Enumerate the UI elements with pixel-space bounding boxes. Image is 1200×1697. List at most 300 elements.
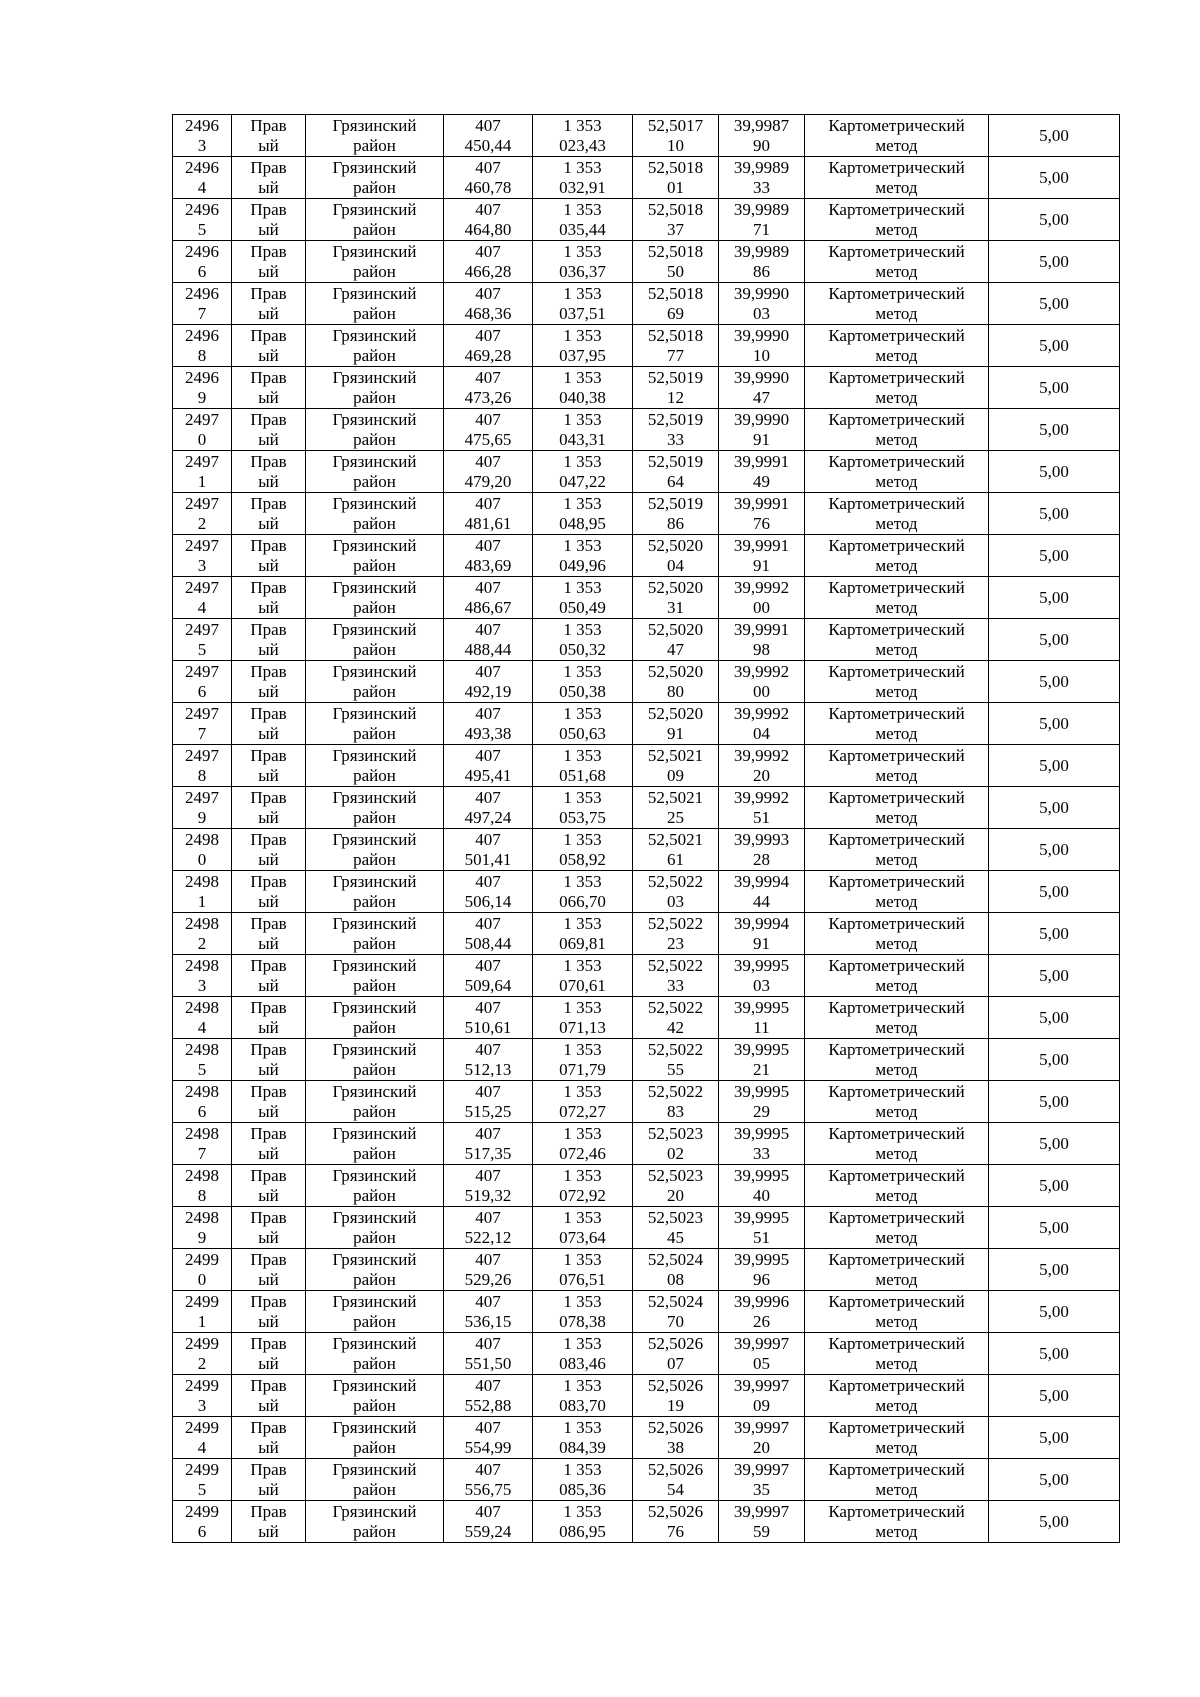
latitude-cell-line: 52,5024	[647, 1292, 704, 1311]
longitude-cell-line: 39,9991	[733, 494, 790, 513]
x-coordinate-cell-line: 551,50	[464, 1354, 512, 1373]
x-coordinate-cell-line: 407	[475, 1124, 501, 1143]
table-row	[173, 325, 1120, 367]
method-cell	[805, 1501, 989, 1543]
method-cell-line: Картометрический	[828, 746, 965, 765]
y-coordinate-cell-line: 1 353	[563, 704, 602, 723]
accuracy-cell: 5,00	[989, 115, 1120, 157]
longitude-cell-line: 39,9992	[733, 788, 790, 807]
point-number-cell	[173, 1207, 232, 1249]
side-cell-line: Прав	[250, 704, 287, 723]
latitude-cell-line: 83	[667, 1102, 684, 1121]
latitude-cell	[633, 1207, 719, 1249]
y-coordinate-cell	[533, 1039, 633, 1081]
latitude-cell	[633, 199, 719, 241]
method-cell	[805, 703, 989, 745]
longitude-cell-line: 39,9995	[733, 1124, 790, 1143]
point-number-cell-line: 3	[197, 1396, 207, 1415]
latitude-cell-line: 52,5022	[647, 872, 704, 891]
longitude-cell-line: 39,9989	[733, 242, 790, 261]
y-coordinate-cell-line: 050,63	[559, 724, 606, 743]
longitude-cell-line: 39,9997	[733, 1418, 790, 1437]
side-cell-line: Прав	[250, 1460, 287, 1479]
district-cell-line: Грязинский	[332, 830, 417, 849]
point-number-cell-line: 2498	[185, 1208, 219, 1227]
district-cell-line: Грязинский	[332, 620, 417, 639]
district-cell-line: район	[353, 1270, 396, 1289]
accuracy-cell: 5,00	[989, 787, 1120, 829]
x-coordinate-cell-line: 529,26	[464, 1270, 512, 1289]
method-cell-line: Картометрический	[828, 872, 965, 891]
longitude-cell-line: 51	[753, 1228, 770, 1247]
x-coordinate-cell-line: 407	[475, 830, 501, 849]
x-coordinate-cell-line: 552,88	[464, 1396, 512, 1415]
x-coordinate-cell	[444, 703, 533, 745]
point-number-cell-line: 9	[197, 808, 207, 827]
latitude-cell	[633, 283, 719, 325]
point-number-cell-line: 2499	[185, 1502, 219, 1521]
side-cell	[232, 1333, 306, 1375]
side-cell-line: Прав	[250, 872, 287, 891]
table-row	[173, 619, 1120, 661]
latitude-cell	[633, 367, 719, 409]
latitude-cell-line: 52,5018	[647, 158, 704, 177]
longitude-cell-line: 39,9989	[733, 200, 790, 219]
latitude-cell-line: 52,5020	[647, 704, 704, 723]
y-coordinate-cell-line: 069,81	[559, 934, 606, 953]
y-coordinate-cell-line: 037,95	[559, 346, 606, 365]
district-cell-line: Грязинский	[332, 872, 417, 891]
latitude-cell	[633, 1165, 719, 1207]
method-cell-line: Картометрический	[828, 452, 965, 471]
district-cell-line: район	[353, 1060, 396, 1079]
district-cell-line: Грязинский	[332, 1376, 417, 1395]
method-cell-line: Картометрический	[828, 494, 965, 513]
method-cell	[805, 1039, 989, 1081]
y-coordinate-cell	[533, 199, 633, 241]
y-coordinate-cell	[533, 283, 633, 325]
y-coordinate-cell-line: 047,22	[559, 472, 606, 491]
point-number-cell-line: 8	[197, 1186, 207, 1205]
longitude-cell	[719, 997, 805, 1039]
point-number-cell-line: 2498	[185, 830, 219, 849]
y-coordinate-cell-line: 1 353	[563, 1502, 602, 1521]
latitude-cell	[633, 1501, 719, 1543]
side-cell-line: Прав	[250, 1166, 287, 1185]
method-cell-line: метод	[875, 262, 918, 281]
method-cell-line: Картометрический	[828, 200, 965, 219]
latitude-cell-line: 33	[667, 430, 684, 449]
latitude-cell	[633, 451, 719, 493]
x-coordinate-cell-line: 407	[475, 158, 501, 177]
district-cell	[306, 325, 444, 367]
latitude-cell	[633, 325, 719, 367]
side-cell	[232, 871, 306, 913]
latitude-cell-line: 25	[667, 808, 684, 827]
x-coordinate-cell	[444, 787, 533, 829]
latitude-cell-line: 47	[667, 640, 684, 659]
table-row	[173, 1081, 1120, 1123]
longitude-cell-line: 90	[753, 136, 770, 155]
x-coordinate-cell	[444, 1123, 533, 1165]
y-coordinate-cell	[533, 409, 633, 451]
method-cell-line: Картометрический	[828, 914, 965, 933]
latitude-cell-line: 64	[667, 472, 684, 491]
side-cell-line: ый	[258, 892, 279, 911]
longitude-cell	[719, 535, 805, 577]
side-cell-line: Прав	[250, 578, 287, 597]
district-cell-line: район	[353, 598, 396, 617]
latitude-cell-line: 86	[667, 514, 684, 533]
side-cell-line: ый	[258, 850, 279, 869]
longitude-cell	[719, 1417, 805, 1459]
district-cell	[306, 1207, 444, 1249]
x-coordinate-cell-line: 486,67	[464, 598, 512, 617]
district-cell-line: район	[353, 472, 396, 491]
district-cell-line: Грязинский	[332, 200, 417, 219]
point-number-cell-line: 2498	[185, 998, 219, 1017]
district-cell	[306, 283, 444, 325]
x-coordinate-cell-line: 407	[475, 242, 501, 261]
table-row	[173, 1165, 1120, 1207]
point-number-cell	[173, 913, 232, 955]
accuracy-cell: 5,00	[989, 157, 1120, 199]
method-cell-line: метод	[875, 850, 918, 869]
point-number-cell	[173, 1165, 232, 1207]
district-cell	[306, 1417, 444, 1459]
y-coordinate-cell-line: 1 353	[563, 1292, 602, 1311]
side-cell-line: Прав	[250, 1502, 287, 1521]
latitude-cell-line: 76	[667, 1522, 684, 1541]
longitude-cell	[719, 409, 805, 451]
latitude-cell-line: 12	[667, 388, 684, 407]
x-coordinate-cell	[444, 913, 533, 955]
side-cell-line: ый	[258, 1522, 279, 1541]
district-cell	[306, 745, 444, 787]
y-coordinate-cell-line: 1 353	[563, 1208, 602, 1227]
y-coordinate-cell-line: 1 353	[563, 1124, 602, 1143]
accuracy-cell: 5,00	[989, 1123, 1120, 1165]
side-cell-line: ый	[258, 1312, 279, 1331]
y-coordinate-cell-line: 1 353	[563, 536, 602, 555]
latitude-cell-line: 31	[667, 598, 684, 617]
district-cell-line: район	[353, 766, 396, 785]
district-cell-line: район	[353, 1018, 396, 1037]
longitude-cell-line: 09	[753, 1396, 770, 1415]
longitude-cell	[719, 661, 805, 703]
side-cell-line: ый	[258, 556, 279, 575]
side-cell-line: Прав	[250, 1040, 287, 1059]
y-coordinate-cell	[533, 325, 633, 367]
district-cell-line: район	[353, 1186, 396, 1205]
point-number-cell-line: 2499	[185, 1292, 219, 1311]
y-coordinate-cell-line: 1 353	[563, 1040, 602, 1059]
point-number-cell-line: 4	[197, 1438, 207, 1457]
y-coordinate-cell-line: 1 353	[563, 242, 602, 261]
point-number-cell-line: 2	[197, 934, 207, 953]
y-coordinate-cell-line: 1 353	[563, 788, 602, 807]
side-cell-line: ый	[258, 346, 279, 365]
x-coordinate-cell-line: 501,41	[464, 850, 512, 869]
accuracy-cell: 5,00	[989, 1501, 1120, 1543]
y-coordinate-cell-line: 1 353	[563, 368, 602, 387]
side-cell	[232, 997, 306, 1039]
district-cell-line: район	[353, 934, 396, 953]
longitude-cell-line: 20	[753, 766, 770, 785]
point-number-cell-line: 2497	[185, 410, 219, 429]
longitude-cell	[719, 1333, 805, 1375]
accuracy-cell: 5,00	[989, 367, 1120, 409]
x-coordinate-cell-line: 450,44	[464, 136, 512, 155]
coordinates-table	[172, 114, 1120, 1543]
point-number-cell	[173, 661, 232, 703]
table-row	[173, 535, 1120, 577]
method-cell-line: метод	[875, 1186, 918, 1205]
table-row	[173, 661, 1120, 703]
x-coordinate-cell	[444, 745, 533, 787]
x-coordinate-cell-line: 407	[475, 1418, 501, 1437]
longitude-cell-line: 59	[753, 1522, 770, 1541]
y-coordinate-cell-line: 023,43	[559, 136, 606, 155]
y-coordinate-cell-line: 1 353	[563, 914, 602, 933]
x-coordinate-cell-line: 407	[475, 704, 501, 723]
table-row	[173, 199, 1120, 241]
longitude-cell-line: 26	[753, 1312, 770, 1331]
y-coordinate-cell	[533, 871, 633, 913]
x-coordinate-cell	[444, 1039, 533, 1081]
point-number-cell	[173, 199, 232, 241]
x-coordinate-cell	[444, 1417, 533, 1459]
table-row	[173, 1123, 1120, 1165]
x-coordinate-cell-line: 479,20	[464, 472, 512, 491]
side-cell-line: Прав	[250, 746, 287, 765]
table-row	[173, 451, 1120, 493]
longitude-cell	[719, 115, 805, 157]
method-cell-line: Картометрический	[828, 326, 965, 345]
method-cell	[805, 871, 989, 913]
method-cell-line: Картометрический	[828, 662, 965, 681]
longitude-cell-line: 04	[753, 724, 770, 743]
district-cell-line: Грязинский	[332, 326, 417, 345]
method-cell-line: Картометрический	[828, 1208, 965, 1227]
district-cell-line: район	[353, 808, 396, 827]
method-cell-line: метод	[875, 1144, 918, 1163]
latitude-cell-line: 54	[667, 1480, 684, 1499]
longitude-cell	[719, 871, 805, 913]
method-cell-line: метод	[875, 640, 918, 659]
x-coordinate-cell-line: 407	[475, 494, 501, 513]
method-cell	[805, 745, 989, 787]
x-coordinate-cell	[444, 1375, 533, 1417]
method-cell-line: Картометрический	[828, 1376, 965, 1395]
district-cell-line: Грязинский	[332, 998, 417, 1017]
accuracy-cell: 5,00	[989, 913, 1120, 955]
district-cell-line: район	[353, 430, 396, 449]
point-number-cell	[173, 325, 232, 367]
side-cell	[232, 115, 306, 157]
x-coordinate-cell-line: 407	[475, 1292, 501, 1311]
district-cell-line: район	[353, 850, 396, 869]
method-cell-line: метод	[875, 220, 918, 239]
longitude-cell	[719, 745, 805, 787]
side-cell	[232, 1123, 306, 1165]
side-cell-line: ый	[258, 304, 279, 323]
method-cell-line: метод	[875, 178, 918, 197]
longitude-cell-line: 39,9989	[733, 158, 790, 177]
side-cell-line: Прав	[250, 998, 287, 1017]
point-number-cell-line: 2499	[185, 1418, 219, 1437]
point-number-cell	[173, 367, 232, 409]
point-number-cell-line: 2496	[185, 368, 219, 387]
x-coordinate-cell-line: 495,41	[464, 766, 512, 785]
method-cell	[805, 115, 989, 157]
longitude-cell	[719, 283, 805, 325]
district-cell-line: Грязинский	[332, 914, 417, 933]
longitude-cell-line: 39,9990	[733, 410, 790, 429]
latitude-cell-line: 42	[667, 1018, 684, 1037]
method-cell-line: Картометрический	[828, 998, 965, 1017]
accuracy-cell: 5,00	[989, 1207, 1120, 1249]
y-coordinate-cell-line: 1 353	[563, 158, 602, 177]
point-number-cell	[173, 619, 232, 661]
district-cell	[306, 157, 444, 199]
table-row	[173, 787, 1120, 829]
latitude-cell	[633, 1249, 719, 1291]
point-number-cell	[173, 1333, 232, 1375]
latitude-cell-line: 80	[667, 682, 684, 701]
latitude-cell	[633, 1291, 719, 1333]
point-number-cell	[173, 1039, 232, 1081]
point-number-cell-line: 5	[197, 220, 207, 239]
x-coordinate-cell	[444, 997, 533, 1039]
latitude-cell-line: 52,5019	[647, 410, 704, 429]
district-cell-line: Грязинский	[332, 494, 417, 513]
district-cell-line: район	[353, 304, 396, 323]
method-cell-line: метод	[875, 1438, 918, 1457]
method-cell	[805, 199, 989, 241]
method-cell	[805, 619, 989, 661]
latitude-cell-line: 52,5024	[647, 1250, 704, 1269]
longitude-cell-line: 44	[753, 892, 770, 911]
y-coordinate-cell	[533, 997, 633, 1039]
y-coordinate-cell-line: 072,27	[559, 1102, 606, 1121]
method-cell-line: Картометрический	[828, 242, 965, 261]
table-row	[173, 1249, 1120, 1291]
latitude-cell-line: 52,5021	[647, 830, 704, 849]
method-cell	[805, 913, 989, 955]
district-cell	[306, 577, 444, 619]
longitude-cell	[719, 577, 805, 619]
method-cell-line: метод	[875, 1228, 918, 1247]
y-coordinate-cell-line: 073,64	[559, 1228, 606, 1247]
x-coordinate-cell	[444, 1249, 533, 1291]
longitude-cell-line: 39,9987	[733, 116, 790, 135]
method-cell-line: метод	[875, 136, 918, 155]
y-coordinate-cell-line: 058,92	[559, 850, 606, 869]
accuracy-cell: 5,00	[989, 661, 1120, 703]
side-cell-line: Прав	[250, 1334, 287, 1353]
side-cell	[232, 283, 306, 325]
x-coordinate-cell	[444, 241, 533, 283]
method-cell-line: метод	[875, 346, 918, 365]
method-cell-line: Картометрический	[828, 956, 965, 975]
latitude-cell-line: 20	[667, 1186, 684, 1205]
point-number-cell-line: 2499	[185, 1334, 219, 1353]
x-coordinate-cell-line: 468,36	[464, 304, 512, 323]
district-cell-line: район	[353, 1144, 396, 1163]
point-number-cell	[173, 241, 232, 283]
district-cell	[306, 1333, 444, 1375]
district-cell-line: район	[353, 1228, 396, 1247]
latitude-cell-line: 07	[667, 1354, 684, 1373]
district-cell-line: Грязинский	[332, 1166, 417, 1185]
y-coordinate-cell	[533, 1501, 633, 1543]
x-coordinate-cell-line: 497,24	[464, 808, 512, 827]
point-number-cell-line: 2497	[185, 620, 219, 639]
y-coordinate-cell-line: 1 353	[563, 1418, 602, 1437]
accuracy-cell: 5,00	[989, 703, 1120, 745]
district-cell	[306, 1081, 444, 1123]
method-cell-line: метод	[875, 304, 918, 323]
table-row	[173, 997, 1120, 1039]
longitude-cell-line: 39,9995	[733, 998, 790, 1017]
y-coordinate-cell	[533, 451, 633, 493]
latitude-cell	[633, 787, 719, 829]
latitude-cell-line: 52,5019	[647, 452, 704, 471]
accuracy-cell: 5,00	[989, 829, 1120, 871]
x-coordinate-cell-line: 469,28	[464, 346, 512, 365]
point-number-cell	[173, 1291, 232, 1333]
x-coordinate-cell-line: 407	[475, 1250, 501, 1269]
point-number-cell	[173, 745, 232, 787]
x-coordinate-cell-line: 515,25	[464, 1102, 512, 1121]
table-row	[173, 1375, 1120, 1417]
side-cell-line: Прав	[250, 452, 287, 471]
latitude-cell-line: 52,5018	[647, 200, 704, 219]
point-number-cell	[173, 1081, 232, 1123]
latitude-cell-line: 52,5019	[647, 494, 704, 513]
x-coordinate-cell	[444, 1207, 533, 1249]
longitude-cell-line: 03	[753, 976, 770, 995]
district-cell-line: Грязинский	[332, 242, 417, 261]
y-coordinate-cell	[533, 787, 633, 829]
y-coordinate-cell	[533, 535, 633, 577]
table-row	[173, 1333, 1120, 1375]
district-cell-line: Грязинский	[332, 662, 417, 681]
x-coordinate-cell	[444, 1459, 533, 1501]
accuracy-cell: 5,00	[989, 1459, 1120, 1501]
district-cell-line: район	[353, 892, 396, 911]
longitude-cell-line: 39,9992	[733, 704, 790, 723]
latitude-cell-line: 04	[667, 556, 684, 575]
x-coordinate-cell	[444, 577, 533, 619]
point-number-cell-line: 2496	[185, 326, 219, 345]
side-cell-line: ый	[258, 766, 279, 785]
district-cell	[306, 1039, 444, 1081]
y-coordinate-cell-line: 1 353	[563, 1166, 602, 1185]
latitude-cell-line: 03	[667, 892, 684, 911]
district-cell	[306, 787, 444, 829]
longitude-cell-line: 39,9992	[733, 578, 790, 597]
y-coordinate-cell	[533, 1333, 633, 1375]
y-coordinate-cell	[533, 115, 633, 157]
method-cell-line: Картометрический	[828, 1124, 965, 1143]
x-coordinate-cell	[444, 157, 533, 199]
x-coordinate-cell-line: 517,35	[464, 1144, 512, 1163]
x-coordinate-cell	[444, 451, 533, 493]
point-number-cell	[173, 283, 232, 325]
y-coordinate-cell-line: 1 353	[563, 956, 602, 975]
